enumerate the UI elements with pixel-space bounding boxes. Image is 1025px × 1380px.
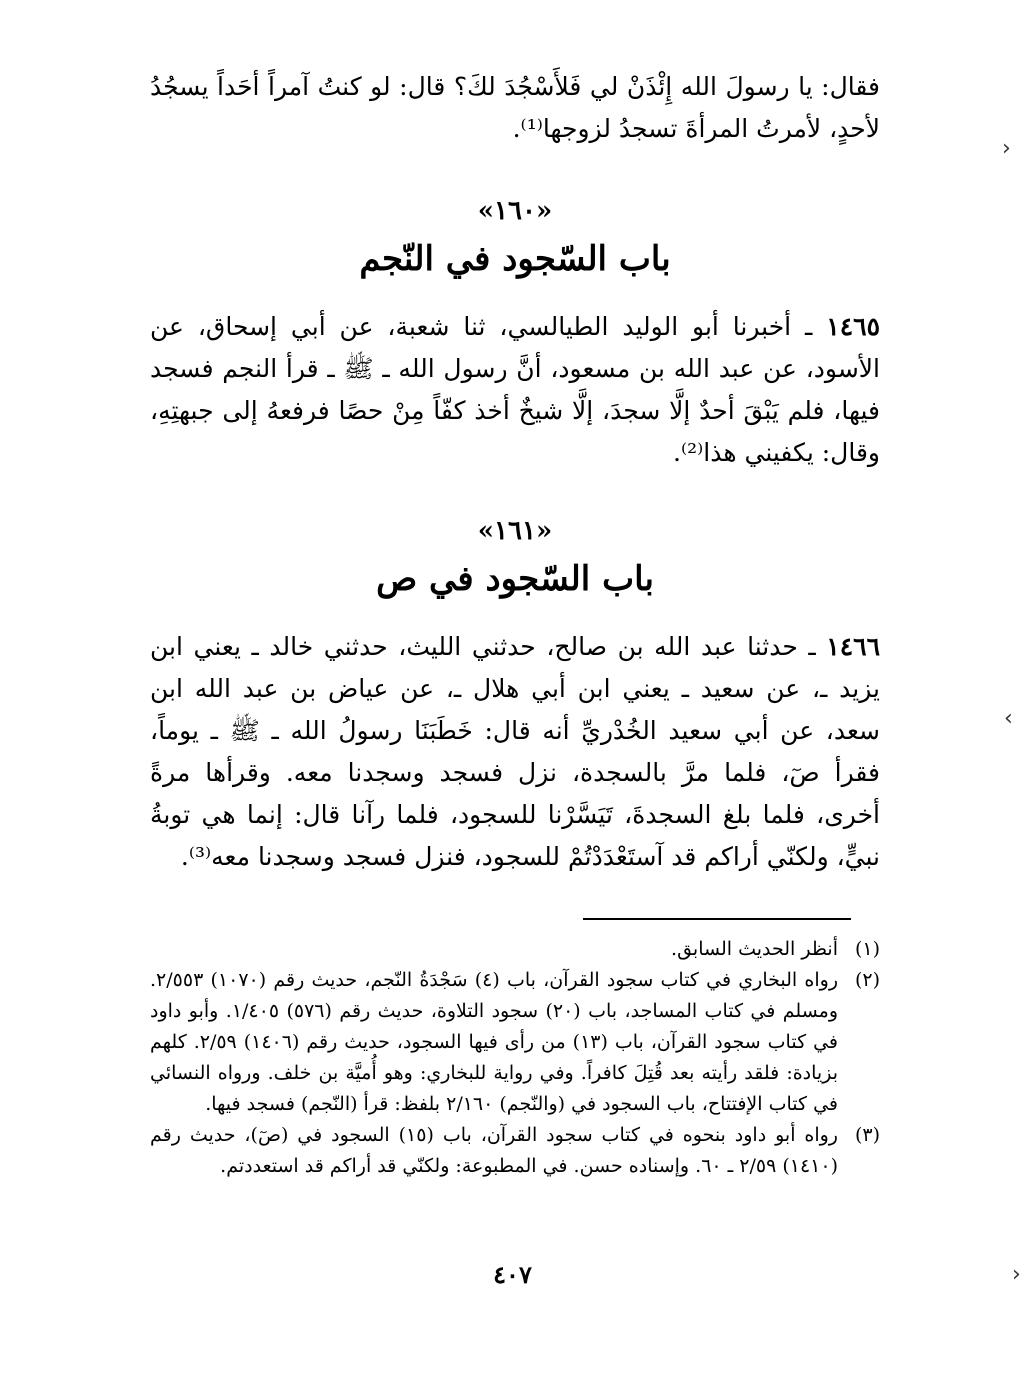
footnote-divider [583,918,851,920]
hadith-text: ـ حدثنا عبد الله بن صالح، حدثني الليث، حدثني خالد ـ يعني ابن يزيد ـ، عن سعيد ـ يعني ابن أبي هلال ـ، عن عياض بن عبد الله ابن سعد، عن أبي سعيد الخُدْريِّ أنه قال: خَطَبَنَا رسولُ الله ـ ﷺ ـ يوماً، فقرأ صٓ، فلما مرَّ بالسجدة، نزل فسجد وسجدنا معه. وقرأها مرةً أخرى، فلما بلغ السجدةَ، تَيَسَّرْنا للسجود، فلما رآنا قال: إنما هي توبةُ نبيٍّ، ولكنّي أراكم قد آستَعْدَدْتُمْ للسجود، فنزل فسجد وسجدنا معه⁽³⁾. [150,632,880,871]
hadith-paragraph [150,306,880,474]
footnotes [150,934,880,1182]
chapter-title: باب السّجود في ص [376,559,654,599]
footnote-number: (٢) [854,969,880,991]
chapter-number: «١٦٠» [477,196,553,226]
footnote-text: رواه البخاري في كتاب سجود القرآن، باب (٤) سَجْدَةُ النّجم، حديث رقم (١٠٧٠) ٢/٥٥٣. ومسلم في كتاب المساجد، باب (٢٠) سجود التلاوة، حديث رقم (٥٧٦) ١/٤٠٥. وأبو داود في كتاب سجود القرآن، باب (١٣) من رأى فيها السجود، حديث رقم (١٤٠٦) ٢/٥٩. كلهم بزيادة: فلقد رأيته بعد قُتِلَ كافراً. وفي رواية للبخاري: وهو أُميَّة بن خلف. ورواه النسائي في كتاب الإفتتاح، باب السجود في (والنّجم) ٢/١٦٠ بلفظ: قرأ (النّجم) فسجد فيها. [150,969,839,1115]
margin-mark: › [1002,136,1011,161]
chapter-161 [150,514,880,878]
chapter-title: باب السّجود في النّجم [359,239,671,279]
hadith-paragraph [150,626,880,878]
chapter-160 [150,194,880,474]
footnote [150,934,880,965]
footnote [150,1120,880,1182]
footnote-number: (١) [854,938,880,960]
margin-mark: ‹ [1004,706,1013,731]
footnote [150,965,880,1120]
footnote-number: (٣) [854,1124,880,1146]
hadith-number: ١٤٦٥ [826,312,880,341]
margin-mark: › [1012,1262,1021,1287]
intro-paragraph: فقال: يا رسولَ الله إِئْذَنْ لي فَلأَسْجُدَ لكَ؟ قال: لو كنتُ آمراً أحَداً يسجُدُ لأحدٍ، لأمرتُ المرأةَ تسجدُ لزوجها⁽¹⁾. [150,72,880,143]
footnote-text: رواه أبو داود بنحوه في كتاب سجود القرآن، باب (١٥) السجود في (صٓ)، حديث رقم (١٤١٠) ٢/٥٩ ـ ٦٠. وإسناده حسن. في المطبوعة: ولكنّي قد أراكم قد استعددتم. [150,1124,838,1177]
footnote-text: أنظر الحديث السابق. [671,938,838,960]
hadith-text: ـ أخبرنا أبو الوليد الطيالسي، ثنا شعبة، عن أبي إسحاق، عن الأسود، عن عبد الله بن مسعود، أنَّ رسول الله ـ ﷺ ـ قرأ النجم فسجد فيها، فلم يَبْقَ أحدٌ إلَّا سجدَ، إلَّا شيخٌ أخذ كفّاً مِنْ حصًا فرفعهُ إلى جبهتِهِ، وقال: يكفيني هذا⁽²⁾. [150,312,880,467]
hadith-number: ١٤٦٦ [826,632,880,661]
page-number: ٤٠٧ [493,1260,532,1289]
footnote-divider-wrap [150,918,880,920]
page-content [150,66,880,1182]
chapter-number: «١٦١» [477,516,553,546]
